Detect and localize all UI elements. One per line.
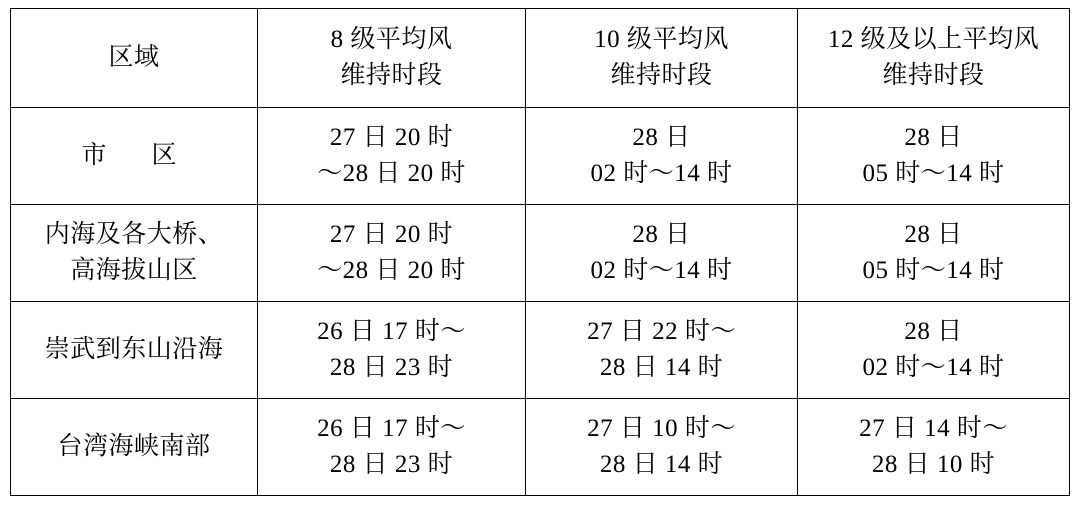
cell-line: 27 日 10 时～ xyxy=(587,414,736,442)
cell-line: 28 日 10 时 xyxy=(871,451,996,478)
region-line: 台湾海峡南部 xyxy=(57,432,211,460)
cell-line: 27 日 14 时～ xyxy=(859,414,1008,442)
cell-line: 28 日 14 时 xyxy=(599,354,724,381)
cell-line: 28 日 xyxy=(904,220,963,248)
cell-level8 xyxy=(258,108,526,205)
cell-line: 28 日 xyxy=(904,123,963,151)
cell-line: ～28 日 20 时 xyxy=(317,160,466,187)
cell-line: 28 日 14 时 xyxy=(599,451,724,478)
cell-line: 28 日 23 时 xyxy=(329,354,454,381)
cell-line: 28 日 xyxy=(632,220,691,248)
cell-level10 xyxy=(525,205,797,302)
column-header-region xyxy=(11,9,258,108)
wind-duration-table xyxy=(10,8,1070,496)
cell-level12 xyxy=(797,108,1069,205)
cell-line: 02 时～14 时 xyxy=(862,354,1005,381)
cell-level12 xyxy=(797,399,1069,496)
cell-level8 xyxy=(258,205,526,302)
cell-line: 27 日 20 时 xyxy=(329,123,454,151)
cell-level12 xyxy=(797,205,1069,302)
row-region-label xyxy=(11,108,258,205)
cell-line: 27 日 22 时～ xyxy=(587,317,736,345)
region-line: 内海及各大桥、 xyxy=(44,220,224,248)
row-region-label xyxy=(11,205,258,302)
header-line: 12 级及以上平均风 xyxy=(827,25,1040,53)
cell-line: 28 日 23 时 xyxy=(329,451,454,478)
table-header-row xyxy=(11,9,1070,108)
cell-level8 xyxy=(258,399,526,496)
cell-level12 xyxy=(797,302,1069,399)
cell-line: 28 日 xyxy=(904,317,963,345)
column-header-level10 xyxy=(525,9,797,108)
cell-level10 xyxy=(525,302,797,399)
table-header xyxy=(11,9,1070,108)
region-line: 崇武到东山沿海 xyxy=(44,335,224,363)
region-line: 市 区 xyxy=(81,141,187,169)
cell-line: 26 日 17 时～ xyxy=(317,414,466,442)
cell-line: 28 日 xyxy=(632,123,691,151)
cell-line: 05 时～14 时 xyxy=(862,160,1005,187)
cell-level10 xyxy=(525,108,797,205)
header-line: 维持时段 xyxy=(340,62,443,89)
row-region-label xyxy=(11,302,258,399)
cell-level10 xyxy=(525,399,797,496)
region-line: 高海拔山区 xyxy=(70,257,198,284)
cell-line: 05 时～14 时 xyxy=(862,257,1005,284)
table-row xyxy=(11,302,1070,399)
cell-line: 26 日 17 时～ xyxy=(317,317,466,345)
cell-line: 02 时～14 时 xyxy=(590,257,733,284)
cell-level8 xyxy=(258,302,526,399)
row-region-label xyxy=(11,399,258,496)
column-header-level12 xyxy=(797,9,1069,108)
header-line: 维持时段 xyxy=(610,62,713,89)
table-row xyxy=(11,205,1070,302)
cell-line: 02 时～14 时 xyxy=(590,160,733,187)
cell-line: ～28 日 20 时 xyxy=(317,257,466,284)
header-line: 8 级平均风 xyxy=(330,25,453,53)
table-body xyxy=(11,108,1070,496)
table-row xyxy=(11,399,1070,496)
table-row xyxy=(11,108,1070,205)
column-header-level8 xyxy=(258,9,526,108)
header-line: 维持时段 xyxy=(882,62,985,89)
header-line: 10 级平均风 xyxy=(594,25,729,53)
header-line: 区域 xyxy=(108,43,160,71)
cell-line: 27 日 20 时 xyxy=(329,220,454,248)
